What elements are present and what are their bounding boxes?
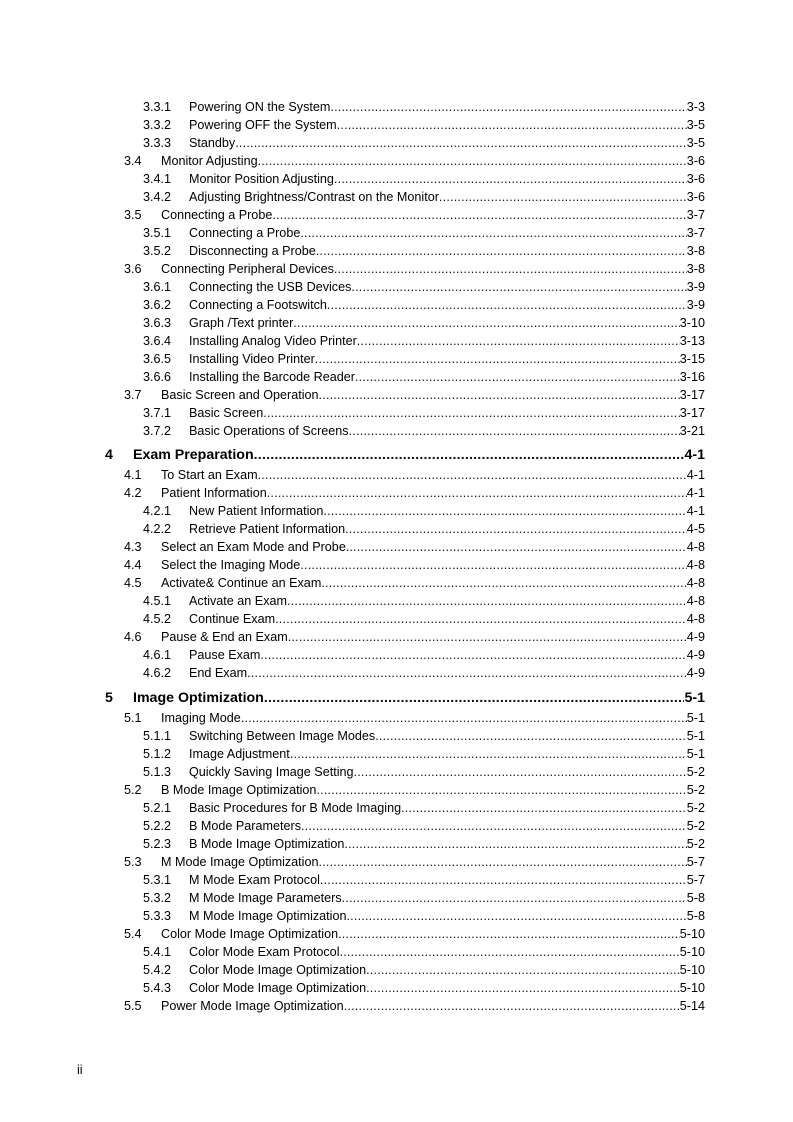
toc-entry-page: 5-7 [686, 873, 705, 887]
toc-entry-row[interactable] [143, 348, 705, 366]
toc-entry-row[interactable] [143, 797, 705, 815]
toc-entry-number: 3.6.2 [143, 298, 172, 312]
toc-dot-leader [247, 666, 687, 680]
toc-entry-title: Powering OFF the System [189, 118, 337, 132]
toc-entry-number: 4.2.1 [143, 504, 172, 518]
toc-entry-number: 5.1 [124, 711, 142, 725]
toc-dot-leader [275, 612, 687, 626]
toc-entry-row[interactable] [143, 294, 705, 312]
toc-entry-page: 5-2 [686, 819, 705, 833]
toc-dot-leader [260, 648, 686, 662]
toc-entry-page: 4-5 [686, 522, 705, 536]
toc-dot-leader [355, 370, 680, 384]
page-number: ii [77, 1063, 83, 1077]
toc-entry-number: 4.6.2 [143, 666, 172, 680]
toc-entry-number: 4 [105, 447, 113, 463]
toc-entry-page: 5-2 [686, 765, 705, 779]
toc-entry-page: 5-7 [686, 855, 705, 869]
toc-dot-leader [316, 244, 687, 258]
toc-entry-number: 3.7 [124, 388, 142, 402]
toc-entry-number: 5.4.1 [143, 945, 172, 959]
toc-entry-row[interactable] [143, 420, 705, 438]
toc-entry-number: 5.1.3 [143, 765, 172, 779]
toc-entry-row[interactable] [124, 995, 705, 1013]
toc-entry-number: 5.3.2 [143, 891, 172, 905]
toc-entry-page: 4-1 [686, 486, 705, 500]
toc-entry-number: 4.5.1 [143, 594, 172, 608]
toc-entry-row[interactable] [143, 869, 705, 887]
toc-entry-row[interactable] [143, 518, 705, 536]
toc-entry-row[interactable] [143, 590, 705, 608]
toc-entry-page: 3-5 [686, 118, 705, 132]
toc-dot-leader [300, 558, 686, 572]
toc-entry-page: 3-15 [679, 352, 705, 366]
toc-entry-page: 5-2 [686, 783, 705, 797]
toc-entry-title: To Start an Exam [161, 468, 258, 482]
toc-entry-title: Connecting a Probe [189, 226, 301, 240]
toc-entry-title: Quickly Saving Image Setting [189, 765, 354, 779]
toc-entry-number: 3.6.3 [143, 316, 172, 330]
toc-dot-leader [340, 945, 680, 959]
toc-entry-page: 3-6 [686, 154, 705, 168]
toc-dot-leader [354, 765, 687, 779]
toc-entry-title: M Mode Exam Protocol [189, 873, 320, 887]
toc-entry-number: 4.2.2 [143, 522, 172, 536]
toc-entry-row[interactable] [124, 384, 705, 402]
toc-entry-title: Basic Screen [189, 406, 264, 420]
toc-dot-leader [334, 172, 687, 186]
toc-entry-number: 5.4.2 [143, 963, 172, 977]
toc-entry-row[interactable] [124, 258, 705, 276]
toc-entry-row[interactable] [124, 482, 705, 500]
toc-entry-row[interactable] [143, 959, 705, 977]
toc-entry-title: End Exam [189, 666, 248, 680]
toc-entry-title: Activate an Exam [189, 594, 287, 608]
toc-entry-row[interactable] [124, 464, 705, 482]
toc-entry-row[interactable] [124, 626, 705, 644]
toc-dot-leader [267, 486, 687, 500]
toc-dot-leader [320, 873, 687, 887]
toc-entry-number: 5.2 [124, 783, 142, 797]
toc-entry-title: Color Mode Image Optimization [189, 981, 367, 995]
toc-entry-title: Basic Operations of Screens [189, 424, 349, 438]
toc-entry-row[interactable] [124, 204, 705, 222]
toc-entry-number: 5.4.3 [143, 981, 172, 995]
toc-entry-page: 5-10 [679, 981, 705, 995]
toc-entry-title: Pause Exam [189, 648, 261, 662]
toc-entry-page: 4-8 [686, 576, 705, 590]
toc-entry-title: Connecting Peripheral Devices [161, 262, 334, 276]
toc-dot-leader [439, 190, 687, 204]
toc-entry-title: Installing Video Printer [189, 352, 315, 366]
toc-entry-number: 4.4 [124, 558, 142, 572]
toc-entry-row[interactable] [143, 132, 705, 150]
toc-entry-number: 5.3 [124, 855, 142, 869]
toc-entry-row[interactable] [124, 572, 705, 590]
toc-entry-title: Image Optimization [133, 690, 264, 706]
toc-dot-leader [344, 999, 680, 1013]
toc-entry-row[interactable] [124, 707, 705, 725]
toc-entry-title: Monitor Adjusting [161, 154, 258, 168]
toc-entry-row[interactable] [143, 905, 705, 923]
toc-entry-page: 4-9 [686, 630, 705, 644]
toc-entry-title: Installing the Barcode Reader [189, 370, 355, 384]
toc-entry-title: Disconnecting a Probe [189, 244, 316, 258]
toc-entry-title: Installing Analog Video Printer [189, 334, 357, 348]
toc-dot-leader [344, 837, 686, 851]
toc-entry-page: 4-8 [686, 612, 705, 626]
toc-entry-row[interactable] [143, 815, 705, 833]
toc-entry-number: 3.6.5 [143, 352, 172, 366]
toc-entry-row[interactable] [143, 977, 705, 995]
toc-entry-title: M Mode Image Optimization [189, 909, 347, 923]
toc-dot-leader [345, 522, 687, 536]
toc-dot-leader [375, 729, 687, 743]
toc-dot-leader [334, 262, 687, 276]
toc-entry-row[interactable] [124, 150, 705, 168]
toc-dot-leader [254, 448, 685, 462]
toc-entry-row[interactable] [143, 887, 705, 905]
toc-dot-leader [342, 891, 687, 905]
toc-dot-leader [319, 388, 680, 402]
toc-entry-row[interactable] [143, 276, 705, 294]
toc-entry-title: Exam Preparation [133, 447, 254, 463]
toc-entry-row[interactable] [143, 240, 705, 258]
toc-entry-number: 4.2 [124, 486, 142, 500]
toc-chapter-row[interactable] [105, 685, 705, 705]
toc-entry-title: Basic Procedures for B Mode Imaging [189, 801, 402, 815]
toc-entry-title: B Mode Image Optimization [161, 783, 317, 797]
toc-entry-title: Powering ON the System [189, 100, 331, 114]
toc-entry-number: 3.6 [124, 262, 142, 276]
toc-entry-title: Connecting a Footswitch [189, 298, 327, 312]
toc-entry-number: 4.1 [124, 468, 142, 482]
toc-entry-row[interactable] [143, 186, 705, 204]
toc-entry-row[interactable] [143, 725, 705, 743]
toc-dot-leader [346, 909, 686, 923]
toc-entry-row[interactable] [124, 536, 705, 554]
toc-entry-title: Graph /Text printer [189, 316, 294, 330]
toc-entry-number: 3.4.2 [143, 190, 172, 204]
toc-dot-leader [315, 352, 680, 366]
toc-entry-number: 5.2.2 [143, 819, 172, 833]
toc-entry-number: 3.3.3 [143, 136, 172, 150]
toc-entry-number: 5.3.1 [143, 873, 172, 887]
toc-dot-leader [293, 316, 679, 330]
toc-entry-number: 3.5 [124, 208, 142, 222]
toc-entry-number: 3.6.4 [143, 334, 172, 348]
toc-entry-row[interactable] [124, 923, 705, 941]
toc-dot-leader [272, 208, 686, 222]
toc-entry-page: 3-8 [686, 262, 705, 276]
toc-entry-number: 4.6 [124, 630, 142, 644]
toc-dot-leader [351, 280, 686, 294]
toc-entry-page: 5-1 [684, 690, 705, 706]
toc-entry-title: B Mode Parameters [189, 819, 301, 833]
toc-entry-number: 5.1.1 [143, 729, 172, 743]
toc-entry-number: 4.5.2 [143, 612, 172, 626]
toc-entry-page: 3-10 [679, 316, 705, 330]
toc-entry-number: 5 [105, 690, 113, 706]
toc-entry-page: 3-9 [686, 298, 705, 312]
toc-entry-title: Patient Information [161, 486, 267, 500]
toc-entry-number: 3.5.1 [143, 226, 172, 240]
toc-dot-leader [323, 504, 686, 518]
toc-entry-page: 5-10 [679, 945, 705, 959]
toc-entry-page: 4-8 [686, 540, 705, 554]
toc-entry-title: Connecting a Probe [161, 208, 273, 222]
toc-entry-row[interactable] [143, 366, 705, 384]
toc-dot-leader [258, 468, 687, 482]
toc-dot-leader [300, 226, 686, 240]
toc-entry-page: 3-6 [686, 172, 705, 186]
toc-entry-row[interactable] [143, 743, 705, 761]
toc-entry-row[interactable] [143, 662, 705, 680]
toc-entry-title: Switching Between Image Modes [189, 729, 376, 743]
toc-entry-page: 3-21 [679, 424, 705, 438]
toc-entry-page: 3-5 [686, 136, 705, 150]
toc-entry-title: Imaging Mode [161, 711, 241, 725]
toc-entry-number: 3.3.2 [143, 118, 172, 132]
toc-entry-number: 4.5 [124, 576, 142, 590]
toc-entry-page: 5-14 [679, 999, 705, 1013]
toc-entry-page: 5-10 [679, 927, 705, 941]
toc-entry-title: Connecting the USB Devices [189, 280, 352, 294]
toc-entry-number: 5.4 [124, 927, 142, 941]
toc-dot-leader [263, 406, 680, 420]
toc-dot-leader [349, 424, 680, 438]
toc-entry-title: Color Mode Image Optimization [189, 963, 367, 977]
toc-dot-leader [264, 691, 685, 705]
toc-entry-number: 5.5 [124, 999, 142, 1013]
toc-entry-number: 5.3.3 [143, 909, 172, 923]
toc-entry-page: 3-6 [686, 190, 705, 204]
toc-entry-page: 3-3 [686, 100, 705, 114]
toc-entry-row[interactable] [143, 402, 705, 420]
toc-entry-row[interactable] [143, 761, 705, 779]
toc-entry-title: Color Mode Exam Protocol [189, 945, 340, 959]
toc-entry-page: 5-2 [686, 837, 705, 851]
toc-entry-number: 3.3.1 [143, 100, 172, 114]
toc-entry-page: 3-17 [679, 406, 705, 420]
toc-entry-row[interactable] [143, 833, 705, 851]
toc-entry-page: 4-9 [686, 666, 705, 680]
toc-entry-page: 3-9 [686, 280, 705, 294]
toc-entry-page: 3-7 [686, 226, 705, 240]
toc-entry-title: Monitor Position Adjusting [189, 172, 334, 186]
toc-entry-page: 5-2 [686, 801, 705, 815]
toc-entry-row[interactable] [143, 500, 705, 518]
toc-entry-page: 5-1 [686, 729, 705, 743]
toc-entry-row[interactable] [143, 608, 705, 626]
toc-dot-leader [301, 819, 687, 833]
toc-dot-leader [287, 594, 687, 608]
toc-entry-page: 4-9 [686, 648, 705, 662]
toc-dot-leader [330, 100, 686, 114]
toc-dot-leader [321, 576, 686, 590]
toc-entry-page: 5-1 [686, 711, 705, 725]
toc-entry-page: 5-8 [686, 909, 705, 923]
toc-entry-row[interactable] [124, 779, 705, 797]
toc-entry-page: 3-17 [679, 388, 705, 402]
toc-entry-row[interactable] [143, 168, 705, 186]
toc-dot-leader [316, 783, 686, 797]
toc-entry-number: 3.5.2 [143, 244, 172, 258]
toc-entry-row[interactable] [143, 96, 705, 114]
toc-entry-title: Retrieve Patient Information [189, 522, 346, 536]
toc-entry-title: Adjusting Brightness/Contrast on the Monitor [189, 190, 439, 204]
toc-entry-row[interactable] [143, 941, 705, 959]
toc-entry-page: 4-1 [686, 504, 705, 518]
toc-entry-page: 3-13 [679, 334, 705, 348]
toc-entry-number: 3.4.1 [143, 172, 172, 186]
toc-entry-row[interactable] [143, 330, 705, 348]
toc-entry-row[interactable] [124, 554, 705, 572]
toc-entry-number: 5.2.1 [143, 801, 172, 815]
toc-entry-title: Select an Exam Mode and Probe. [161, 540, 350, 554]
toc-entry-number: 3.7.2 [143, 424, 172, 438]
toc-entry-title: M Mode Image Parameters [189, 891, 342, 905]
toc-entry-number: 3.6.1 [143, 280, 172, 294]
toc-entry-row[interactable] [124, 851, 705, 869]
toc-entry-title: Select the Imaging Mode [161, 558, 301, 572]
toc-entry-title: Pause & End an Exam [161, 630, 288, 644]
toc-entry-page: 4-1 [684, 447, 705, 463]
toc-dot-leader [338, 927, 680, 941]
toc-entry-title: Image Adjustment [189, 747, 290, 761]
toc-entry-page: 3-8 [686, 244, 705, 258]
toc-entry-page: 5-8 [686, 891, 705, 905]
toc-entry-number: 5.2.3 [143, 837, 172, 851]
toc-entry-title: Power Mode Image Optimization [161, 999, 344, 1013]
toc-chapter-row[interactable] [105, 442, 705, 462]
toc-entry-page: 4-1 [686, 468, 705, 482]
toc-dot-leader [337, 118, 687, 132]
toc-entry-title: Continue Exam [189, 612, 276, 626]
toc-dot-leader [241, 711, 687, 725]
toc-entry-number: 3.7.1 [143, 406, 172, 420]
toc-entry-title: B Mode Image Optimization [189, 837, 345, 851]
toc-entry-page: 5-1 [686, 747, 705, 761]
toc-dot-leader [235, 136, 687, 150]
toc-entry-number: 3.6.6 [143, 370, 172, 384]
toc-dot-leader [288, 630, 687, 644]
toc-dot-leader [366, 981, 680, 995]
toc-entry-title: New Patient Information [189, 504, 324, 518]
toc-entry-row[interactable] [143, 312, 705, 330]
toc-dot-leader [401, 801, 687, 815]
toc-dot-leader [258, 154, 687, 168]
toc-entry-title: Activate& Continue an Exam [161, 576, 322, 590]
toc-entry-row[interactable] [143, 644, 705, 662]
toc-entry-number: 4.6.1 [143, 648, 172, 662]
toc-entry-page: 5-10 [679, 963, 705, 977]
toc-dot-leader [290, 747, 687, 761]
toc-entry-number: 5.1.2 [143, 747, 172, 761]
toc-dot-leader [318, 855, 686, 869]
toc-entry-title: Standby [189, 136, 236, 150]
toc-dot-leader [357, 334, 680, 348]
toc-entry-number: 3.4 [124, 154, 142, 168]
toc-entry-page: 3-7 [686, 208, 705, 222]
toc-entry-page: 4-8 [686, 558, 705, 572]
toc-entry-number: 4.3 [124, 540, 142, 554]
toc-entry-title: Color Mode Image Optimization [161, 927, 339, 941]
toc-entry-page: 4-8 [686, 594, 705, 608]
toc-entry-page: 3-16 [679, 370, 705, 384]
toc-dot-leader [366, 963, 680, 977]
toc-dot-leader [349, 540, 686, 554]
toc-entry-row[interactable] [143, 114, 705, 132]
toc-entry-title: Basic Screen and Operation [161, 388, 319, 402]
toc-entry-title: M Mode Image Optimization [161, 855, 319, 869]
toc-entry-row[interactable] [143, 222, 705, 240]
toc-dot-leader [327, 298, 687, 312]
